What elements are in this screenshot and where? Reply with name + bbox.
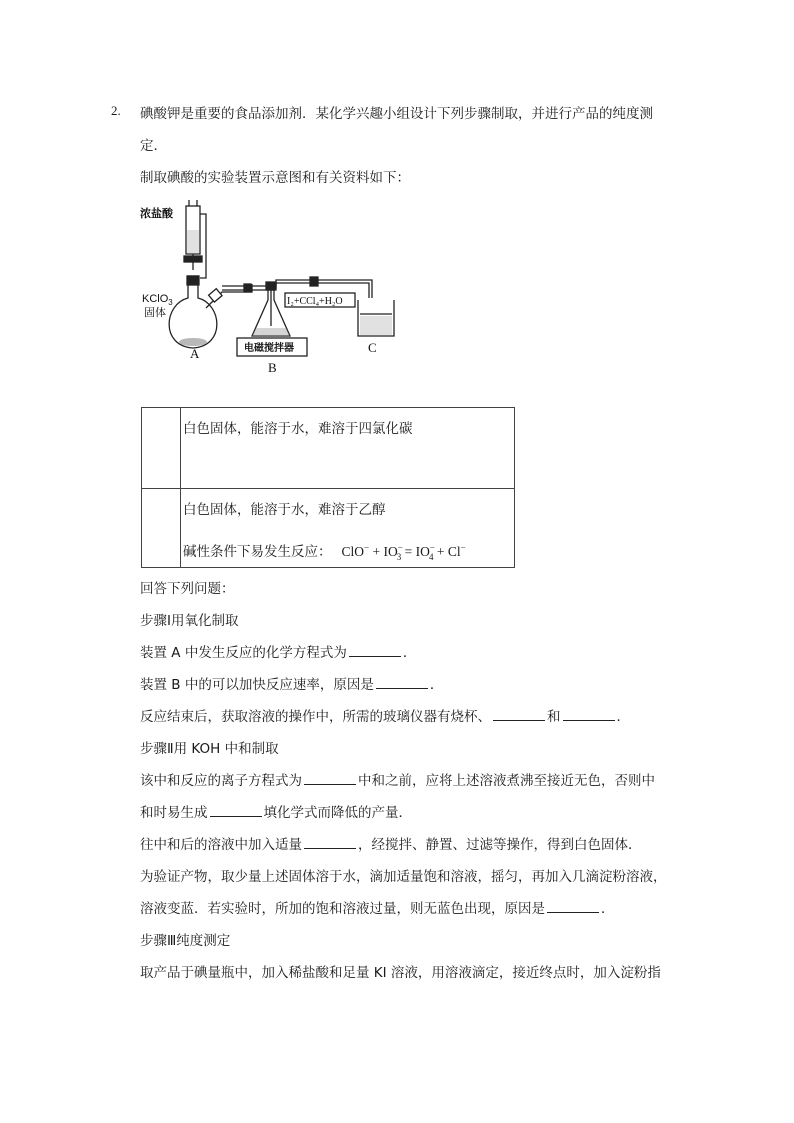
stopper-a	[187, 276, 199, 285]
label-stirrer: 电磁搅拌器	[244, 343, 294, 354]
table-row	[142, 408, 515, 489]
answer-blank[interactable]	[304, 772, 356, 785]
intro-line-1: 碘酸钾是重要的食品添加剂．某化学兴趣小组设计下列步骤制取，并进行产品的纯度测	[140, 106, 653, 122]
label-b-solution: I₂+CCl₄+H₂O	[287, 296, 343, 307]
table-cell-label	[142, 489, 181, 568]
table-cell-label	[142, 408, 181, 489]
label-c: C	[368, 340, 377, 355]
clip-1	[244, 284, 251, 292]
intro-line-2: 定．	[140, 138, 167, 154]
line-1: 装置 A 中发生反应的化学方程式为 ．	[140, 645, 417, 661]
line-8: 溶液变蓝．若实验时，所加的饱和溶液过量，则无蓝色出现，原因是 ．	[140, 901, 615, 917]
label-kclo3: KClO	[142, 293, 169, 305]
question-number: 2.	[111, 103, 121, 118]
answer-blank[interactable]	[376, 676, 428, 689]
table-cell	[181, 489, 515, 568]
row2-text-1: 白色固体，能溶于水，难溶于乙醇	[183, 502, 386, 518]
label-hcl: 浓盐酸	[140, 207, 173, 220]
apparatus-diagram	[140, 196, 410, 376]
line-5: 和时易生成 填化学式而降低的产量．	[140, 805, 412, 821]
step1-title: 步骤Ⅰ用氧化制取	[140, 613, 239, 629]
label-kclo3-sub: 3	[168, 298, 173, 307]
line-4: 该中和反应的离子方程式为 中和之前，应将上述溶液煮沸至接近无色，否则中	[140, 773, 655, 789]
answer-blank[interactable]	[304, 836, 356, 849]
label-solid: 固体	[144, 306, 166, 319]
line-9: 取产品于碘量瓶中，加入稀盐酸和足量 KI 溶液，用溶液滴定，接近终点时，加入淀粉指	[140, 965, 661, 981]
reaction-condition: 碱性条件下易发生反应：	[183, 544, 332, 560]
answer-blank[interactable]	[349, 644, 401, 657]
line-2: 装置 B 中的可以加快反应速率，原因是 ．	[140, 677, 444, 693]
line-7: 为验证产物，取少量上述固体溶于水，滴加适量饱和溶液，摇匀，再加入几滴淀粉溶液，	[140, 869, 667, 885]
pressure-tube	[200, 214, 206, 278]
flask-a	[169, 276, 217, 348]
reaction-formula: $ClO^- + IO^-_3 = IO^-_4 + Cl^-$	[341, 542, 466, 562]
answer-prompt: 回答下列问题：	[140, 581, 235, 597]
answer-blank[interactable]	[210, 804, 262, 817]
table-cell	[181, 408, 515, 489]
answer-blank[interactable]	[547, 900, 599, 913]
step3-title: 步骤Ⅲ纯度测定	[140, 933, 231, 949]
label-a: A	[190, 346, 200, 361]
clip-2	[310, 277, 318, 286]
table-row	[142, 489, 515, 568]
label-b: B	[268, 360, 277, 375]
line-6: 往中和后的溶液中加入适量 ，经搅拌、静置、过滤等操作，得到白色固体．	[140, 837, 642, 853]
row1-text: 白色固体，能溶于水，难溶于四氯化碳	[183, 421, 413, 437]
info-table	[141, 407, 515, 568]
answer-blank[interactable]	[493, 708, 545, 721]
step2-title: 步骤Ⅱ用 KOH 中和制取	[140, 741, 279, 757]
stopcock	[184, 256, 202, 262]
svg-text:KClO3	[142, 293, 173, 307]
intro-line-3: 制取碘酸的实验装置示意图和有关资料如下：	[140, 170, 410, 186]
row2-text-2	[183, 540, 516, 562]
answer-blank[interactable]	[563, 708, 615, 721]
line-3: 反应结束后，获取溶液的操作中，所需的玻璃仪器有烧杯、 和 ．	[140, 709, 630, 725]
